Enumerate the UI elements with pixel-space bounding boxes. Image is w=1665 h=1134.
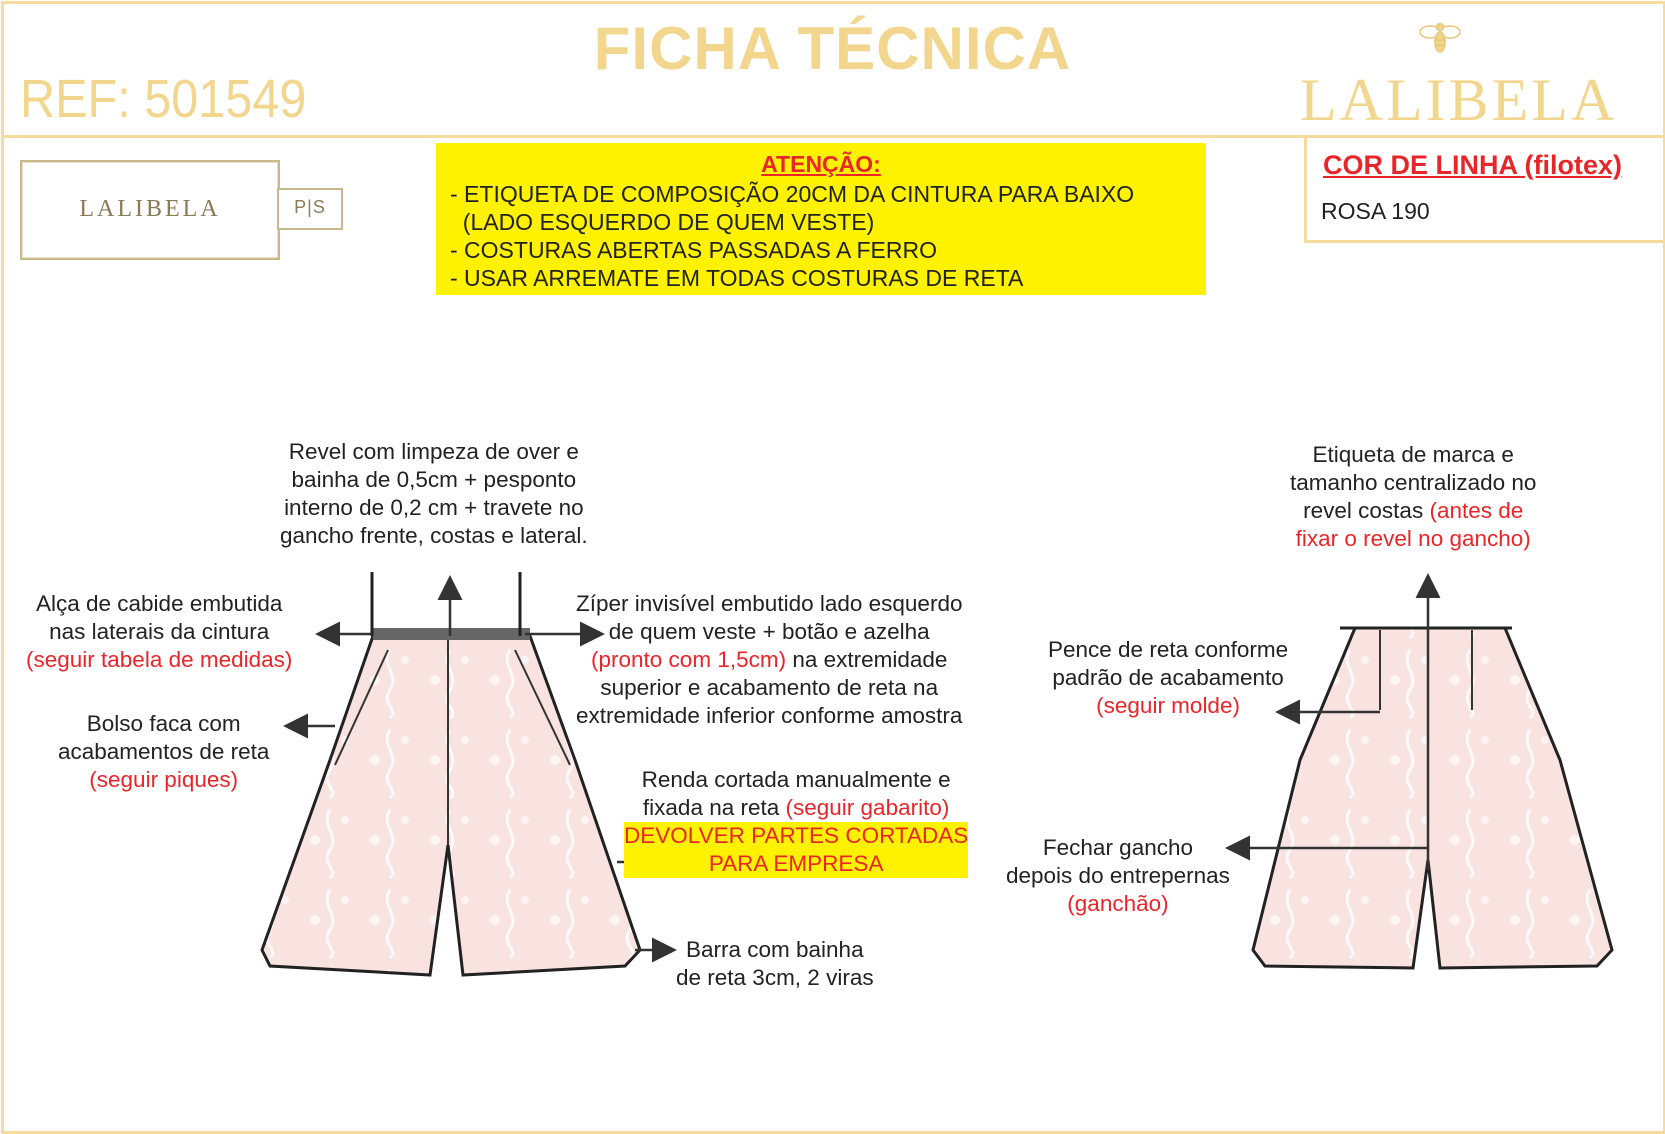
note-line: gancho frente, costas e lateral. <box>280 523 588 548</box>
note-line: Alça de cabide embutida <box>35 591 283 616</box>
note-line: Etiqueta de marca e <box>1312 442 1514 467</box>
attention-line: (LADO ESQUERDO DE QUEM VESTE) <box>450 209 875 235</box>
note-line: revel costas <box>1303 498 1430 523</box>
attention-line: - USAR ARREMATE EM TODAS COSTURAS DE RETA <box>450 265 1024 291</box>
note-line: de reta 3cm, 2 viras <box>676 965 874 990</box>
note-line: superior e acabamento de reta na <box>600 675 939 700</box>
note-line-red: (pronto com 1,5cm) <box>591 647 787 672</box>
note-line-red: (seguir tabela de medidas) <box>26 647 293 672</box>
note-line-red: (seguir molde) <box>1096 693 1240 718</box>
note-line-red: (seguir piques) <box>89 767 239 792</box>
brand-logo-text: LALIBELA <box>1300 67 1618 133</box>
hem-note <box>676 936 874 992</box>
note-line: Zíper invisível embutido lado esquerdo <box>576 591 963 616</box>
note-line: padrão de acabamento <box>1052 665 1284 690</box>
lace-note <box>624 766 968 878</box>
attention-line: - COSTURAS ABERTAS PASSADAS A FERRO <box>450 237 937 263</box>
attention-line: - ETIQUETA DE COMPOSIÇÃO 20CM DA CINTURA PARA BAIXO <box>450 181 1135 207</box>
thread-color-value: ROSA 190 <box>1321 198 1430 224</box>
note-line-mixed <box>624 794 968 822</box>
hanger-loop-note <box>26 590 292 674</box>
crotch-note <box>1006 834 1230 918</box>
pocket-note <box>58 710 269 794</box>
note-line: Bolso faca com <box>86 711 241 736</box>
back-shorts-drawing <box>1253 628 1612 968</box>
note-line-red: (ganchão) <box>1067 891 1169 916</box>
note-line-red: (antes de <box>1429 498 1524 523</box>
attention-heading: ATENÇÃO: <box>761 151 881 177</box>
brand-label-note <box>1290 441 1536 553</box>
note-line: de quem veste + botão e azelha <box>608 619 930 644</box>
note-line: interno de 0,2 cm + travete no <box>284 495 584 520</box>
note-line: acabamentos de reta <box>58 739 270 764</box>
note-line: extremidade inferior conforme amostra <box>576 703 963 728</box>
note-line: bainha de 0,5cm + pesponto <box>291 467 577 492</box>
note-line: tamanho centralizado no <box>1290 470 1537 495</box>
lace-return-line: DEVOLVER PARTES CORTADAS <box>624 823 969 848</box>
note-line: nas laterais da cintura <box>49 619 270 644</box>
note-line: Pence de reta conforme <box>1048 637 1289 662</box>
note-line: depois do entrepernas <box>1006 863 1230 888</box>
note-line: Fechar gancho <box>1042 835 1194 860</box>
note-line-mixed <box>1290 497 1536 525</box>
reference-code: REF: 501549 <box>20 69 307 129</box>
note-line: Renda cortada manualmente e <box>641 767 951 792</box>
note-line: Barra com bainha <box>685 937 864 962</box>
note-line-red: (seguir gabarito) <box>785 795 950 820</box>
note-line: fixada na reta <box>642 795 786 820</box>
waistband-note <box>280 438 588 550</box>
note-line: Revel com limpeza de over e <box>288 439 579 464</box>
note-line-red: fixar o revel no gancho) <box>1295 526 1531 551</box>
size-tag-text: P|S <box>294 197 326 217</box>
page-title: FICHA TÉCNICA <box>593 15 1072 82</box>
note-line: na extremidade <box>786 647 948 672</box>
note-line-mixed <box>576 646 962 674</box>
brand-label-name: LALIBELA <box>79 196 221 222</box>
zipper-note <box>576 590 962 730</box>
thread-color-heading: COR DE LINHA (filotex) <box>1323 150 1622 180</box>
lace-return-line: PARA EMPRESA <box>624 850 968 878</box>
dart-note <box>1048 636 1288 720</box>
